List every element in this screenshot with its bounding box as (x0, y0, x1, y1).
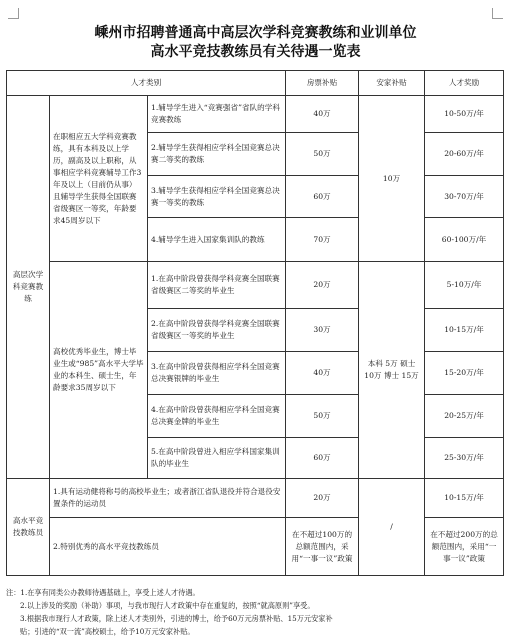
row-reward: 在不超过200万的总额范围内，采用“一事一议”政策 (425, 518, 504, 576)
row-housing: 50万 (286, 395, 359, 438)
row-housing: 60万 (286, 438, 359, 479)
row-text: 4.辅导学生进入国家集训队的教练 (148, 218, 286, 262)
row-housing: 60万 (286, 176, 359, 218)
row-text: 1.具有运动健将称号的高校毕业生；或者浙江省队退役并符合退役安置条件的运动员 (50, 479, 286, 518)
header-settle: 安家补贴 (359, 71, 425, 96)
table-header-row (7, 71, 504, 96)
row-reward: 20-60万/年 (425, 133, 504, 176)
row-reward: 25-30万/年 (425, 438, 504, 479)
row-reward: 10-15万/年 (425, 309, 504, 352)
page-title-line1: 嵊州市招聘普通高中高层次学科竞赛教练和业训单位 (94, 25, 417, 41)
row-text: 1.辅导学生进入“竞赛强省”省队的学科竞赛教练 (148, 96, 286, 133)
group1-sub1-settle: 10万 (359, 96, 425, 262)
table-row (7, 96, 504, 133)
row-text: 2.辅导学生获得相应学科全国竞赛总决赛二等奖的教练 (148, 133, 286, 176)
row-housing: 在不超过100万的总额范围内，采用“一事一议”政策 (286, 518, 359, 576)
note-line: 注：1.在享有同类公办教师待遇基础上，享受上述人才待遇。 (6, 588, 200, 597)
row-text: 4.在高中阶段曾获得相应学科全国竞赛总决赛金牌的毕业生 (148, 395, 286, 438)
note-line: 2.以上涉及的奖励（补助）事项，与我市现行人才政策中存在重复的，按照“就高原则”享受。 (20, 601, 315, 610)
table-row (7, 518, 504, 576)
header-reward: 人才奖励 (425, 71, 504, 96)
row-housing: 40万 (286, 352, 359, 395)
header-talent-type: 人才类别 (7, 71, 286, 96)
row-housing: 20万 (286, 262, 359, 309)
row-text: 1.在高中阶段曾获得学科竞赛全国联赛省级赛区二等奖的毕业生 (148, 262, 286, 309)
row-reward: 10-15万/年 (425, 479, 504, 518)
row-housing: 20万 (286, 479, 359, 518)
row-housing: 40万 (286, 96, 359, 133)
group1-sub1-desc: 在职相应五大学科竞赛教练，具有本科及以上学历，副高及以上职称，从事相应学科竞赛辅导工作3年及以上（目前仍从事）且辅导学生获得全国联赛省级赛区一等奖，年龄要求45周岁以下 (50, 96, 148, 262)
row-reward: 15-20万/年 (425, 352, 504, 395)
row-text: 3.辅导学生获得相应学科全国竞赛总决赛一等奖的教练 (148, 176, 286, 218)
page-title-line2: 高水平竞技教练员有关待遇一览表 (150, 44, 361, 60)
row-text: 2.在高中阶段曾获得学科竞赛全国联赛省级赛区一等奖的毕业生 (148, 309, 286, 352)
group2-settle: / (359, 479, 425, 576)
row-reward: 20-25万/年 (425, 395, 504, 438)
note-line: 贴；引进的“双一流”高校硕士，给予10万元安家补贴。 (20, 627, 195, 636)
row-housing: 50万 (286, 133, 359, 176)
table-row (7, 262, 504, 309)
row-text: 5.在高中阶段曾进入相应学科国家集训队的毕业生 (148, 438, 286, 479)
group1-label: 高层次学科竞赛教练 (7, 96, 50, 479)
group1-sub2-settle: 本科 5万 硕士 10万 博士 15万 (359, 262, 425, 479)
row-reward: 60-100万/年 (425, 218, 504, 262)
group1-sub2-desc: 高校优秀毕业生，博士毕业生或“985”高水平大学毕业的本科生、硕士生，年龄要求35周岁以下 (50, 262, 148, 479)
header-housing: 房票补贴 (286, 71, 359, 96)
row-housing: 30万 (286, 309, 359, 352)
footnotes (6, 586, 506, 638)
crop-mark-top-right (492, 8, 503, 19)
row-housing: 70万 (286, 218, 359, 262)
benefits-table (6, 70, 504, 576)
row-reward: 5-10万/年 (425, 262, 504, 309)
row-reward: 30-70万/年 (425, 176, 504, 218)
table-row (7, 479, 504, 518)
row-text: 2.特别优秀的高水平竞技教练员 (50, 518, 286, 576)
crop-mark-top-left (8, 8, 19, 19)
row-reward: 10-50万/年 (425, 96, 504, 133)
note-line: 3.根据我市现行人才政策，除上述人才类别外，引进的博士，给予60万元房票补贴、15万元安家补 (20, 614, 333, 623)
row-text: 3.在高中阶段曾获得相应学科全国竞赛总决赛银牌的毕业生 (148, 352, 286, 395)
group2-label: 高水平竞技教练员 (7, 479, 50, 576)
